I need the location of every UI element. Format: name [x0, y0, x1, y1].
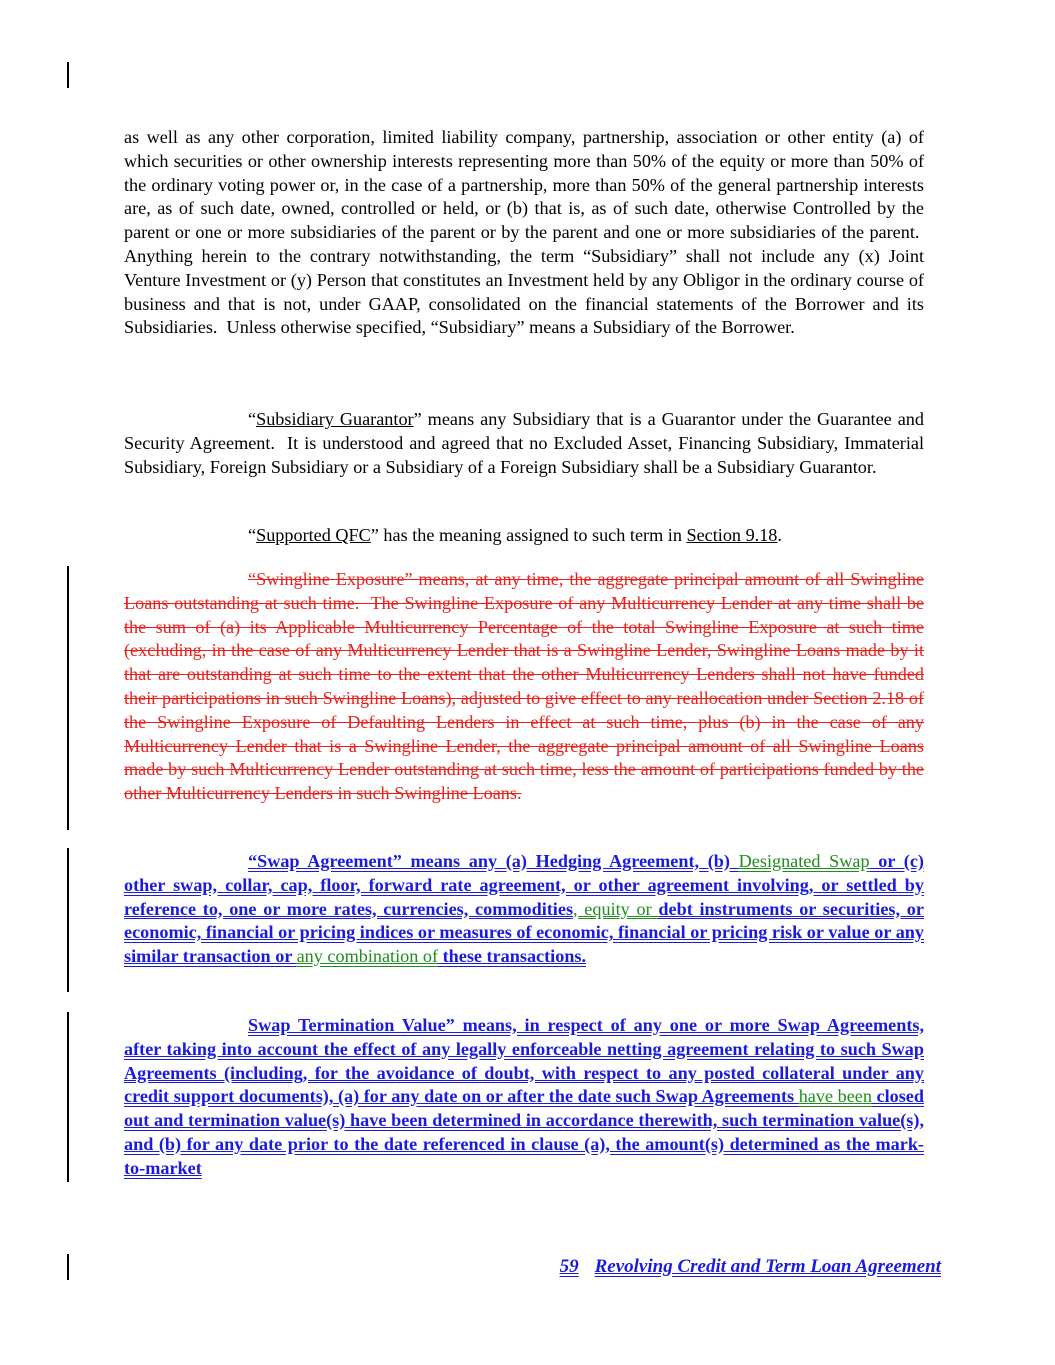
definition-swap-termination-value-inserted: [124, 1014, 924, 1181]
deleted-text: “Swingline Exposure” means, at any time, the aggregate principal amount of all Swingline Loans outstanding at such time. The Swingline Exposure of any Multicurrency Lender at any time shall be the sum of (a) its Applicable Multicurrency Percentage of the total Swingline Exposure at such time (excluding, in the case of any Multicurrency Lender that is a Swingline Lender, Swingline Loans made by it that are outstanding at such time to the extent that the other Multicurrency Lenders shall not have funded their participations in such Swingline Loans), adjusted to give effect to any reallocation under Section 2.18 of the Swingline Exposure of Defaulting Lenders in effect at such time, plus (b) in the case of any Multicurrency Lender that is a Swingline Lender, the aggregate principal amount of all Swingline Loans made by such Multicurrency Lender outstanding at such time, less the amount of participations funded by the other Multicurrency Lenders in such Swingline Loans.: [124, 569, 924, 804]
section-reference: Section 9.18: [686, 525, 778, 545]
change-bar: [67, 1012, 69, 1182]
inserted-text: these transactions.: [438, 946, 587, 967]
moved-text: , equity or: [573, 898, 659, 919]
defined-term: Subsidiary Guarantor: [256, 409, 414, 429]
inserted-text: closed out and termination value(s) have been determined in accordance therewith, such termination value(s), and (b) for any date prior to the date referenced in clause (a), the amount(s) determined as the mark-to-market: [124, 1086, 924, 1178]
inserted-text: “Swap Agreement” means any (a) Hedging Agreement, (b): [248, 851, 739, 871]
page-number: 59: [559, 1256, 579, 1277]
change-bar: [67, 62, 69, 88]
inserted-text: Swap Termination Value” means, in respect of any one or more Swap Agreements, after taking into account the effect of any legally enforceable netting agreement relating to such Swap Agreements (including, for the avoidance of doubt, with respect to any posted collateral under any credit support documents), (a) for any date on or after the date such Swap Agreements: [124, 1015, 924, 1107]
document-title: Revolving Credit and Term Loan Agreement: [594, 1256, 941, 1277]
definition-subsidiary-guarantor: [124, 408, 924, 479]
definition-swingline-exposure-deleted: [124, 568, 924, 806]
definition-text: ” means any Subsidiary that is a Guarantor under the Guarantee and Security Agreement. It is understood and agreed that no Excluded Asset, Financing Subsidiary, Immaterial Subsidiary, Foreign Subsidiary or a Subsidiary of a Foreign Subsidiary shall be a Subsidiary Guarantor.: [124, 409, 924, 477]
moved-text: Designated Swap: [738, 851, 870, 871]
inserted-text: debt instruments or securities, or economic, financial or pricing indices or measures of economic, financial or pricing risk or value or any similar transaction or: [124, 898, 924, 967]
definition-subsidiary-continued: [124, 126, 924, 340]
paragraph: as well as any other corporation, limited liability company, partnership, association or other entity (a) of which securities or other ownership interests representing more than 50% of the equity or more than 50% of the ordinary voting power or, in the case of a partnership, more than 50% of the general partnership interests are, as of such date, owned, controlled or held, or (b) that is, as of such date, otherwise Controlled by the parent or one or more subsidiaries of the parent or by the parent and one or more subsidiaries of the parent. Anything herein to the contrary notwithstanding, the term “Subsidiary” shall not include any (x) Joint Venture Investment or (y) Person that constitutes an Investment held by any Obligor in the ordinary course of business and that is not, under GAAP, consolidated on the financial statements of the Borrower and its Subsidiaries. Unless otherwise specified, “Subsidiary” means a Subsidiary of the Borrower.: [124, 127, 924, 338]
defined-term: Supported QFC: [256, 525, 371, 545]
open-quote: “: [248, 525, 257, 545]
definition-supported-qfc: [124, 524, 924, 548]
change-bar: [67, 566, 69, 830]
open-quote: “: [248, 409, 257, 429]
definition-swap-agreement-inserted: [124, 850, 924, 969]
change-bar: [67, 1254, 69, 1280]
moved-text: any combination of: [296, 946, 439, 967]
change-bar: [67, 848, 69, 992]
definition-text: ” has the meaning assigned to such term in: [370, 525, 687, 545]
period: .: [777, 525, 782, 545]
inserted-text: or (c) other swap, collar, cap, floor, forward rate agreement, or other agreement involving, or settled by reference to, one or more rates, currencies, commodities: [124, 851, 924, 919]
page-footer: [560, 1256, 941, 1278]
moved-text: have been: [798, 1086, 872, 1107]
